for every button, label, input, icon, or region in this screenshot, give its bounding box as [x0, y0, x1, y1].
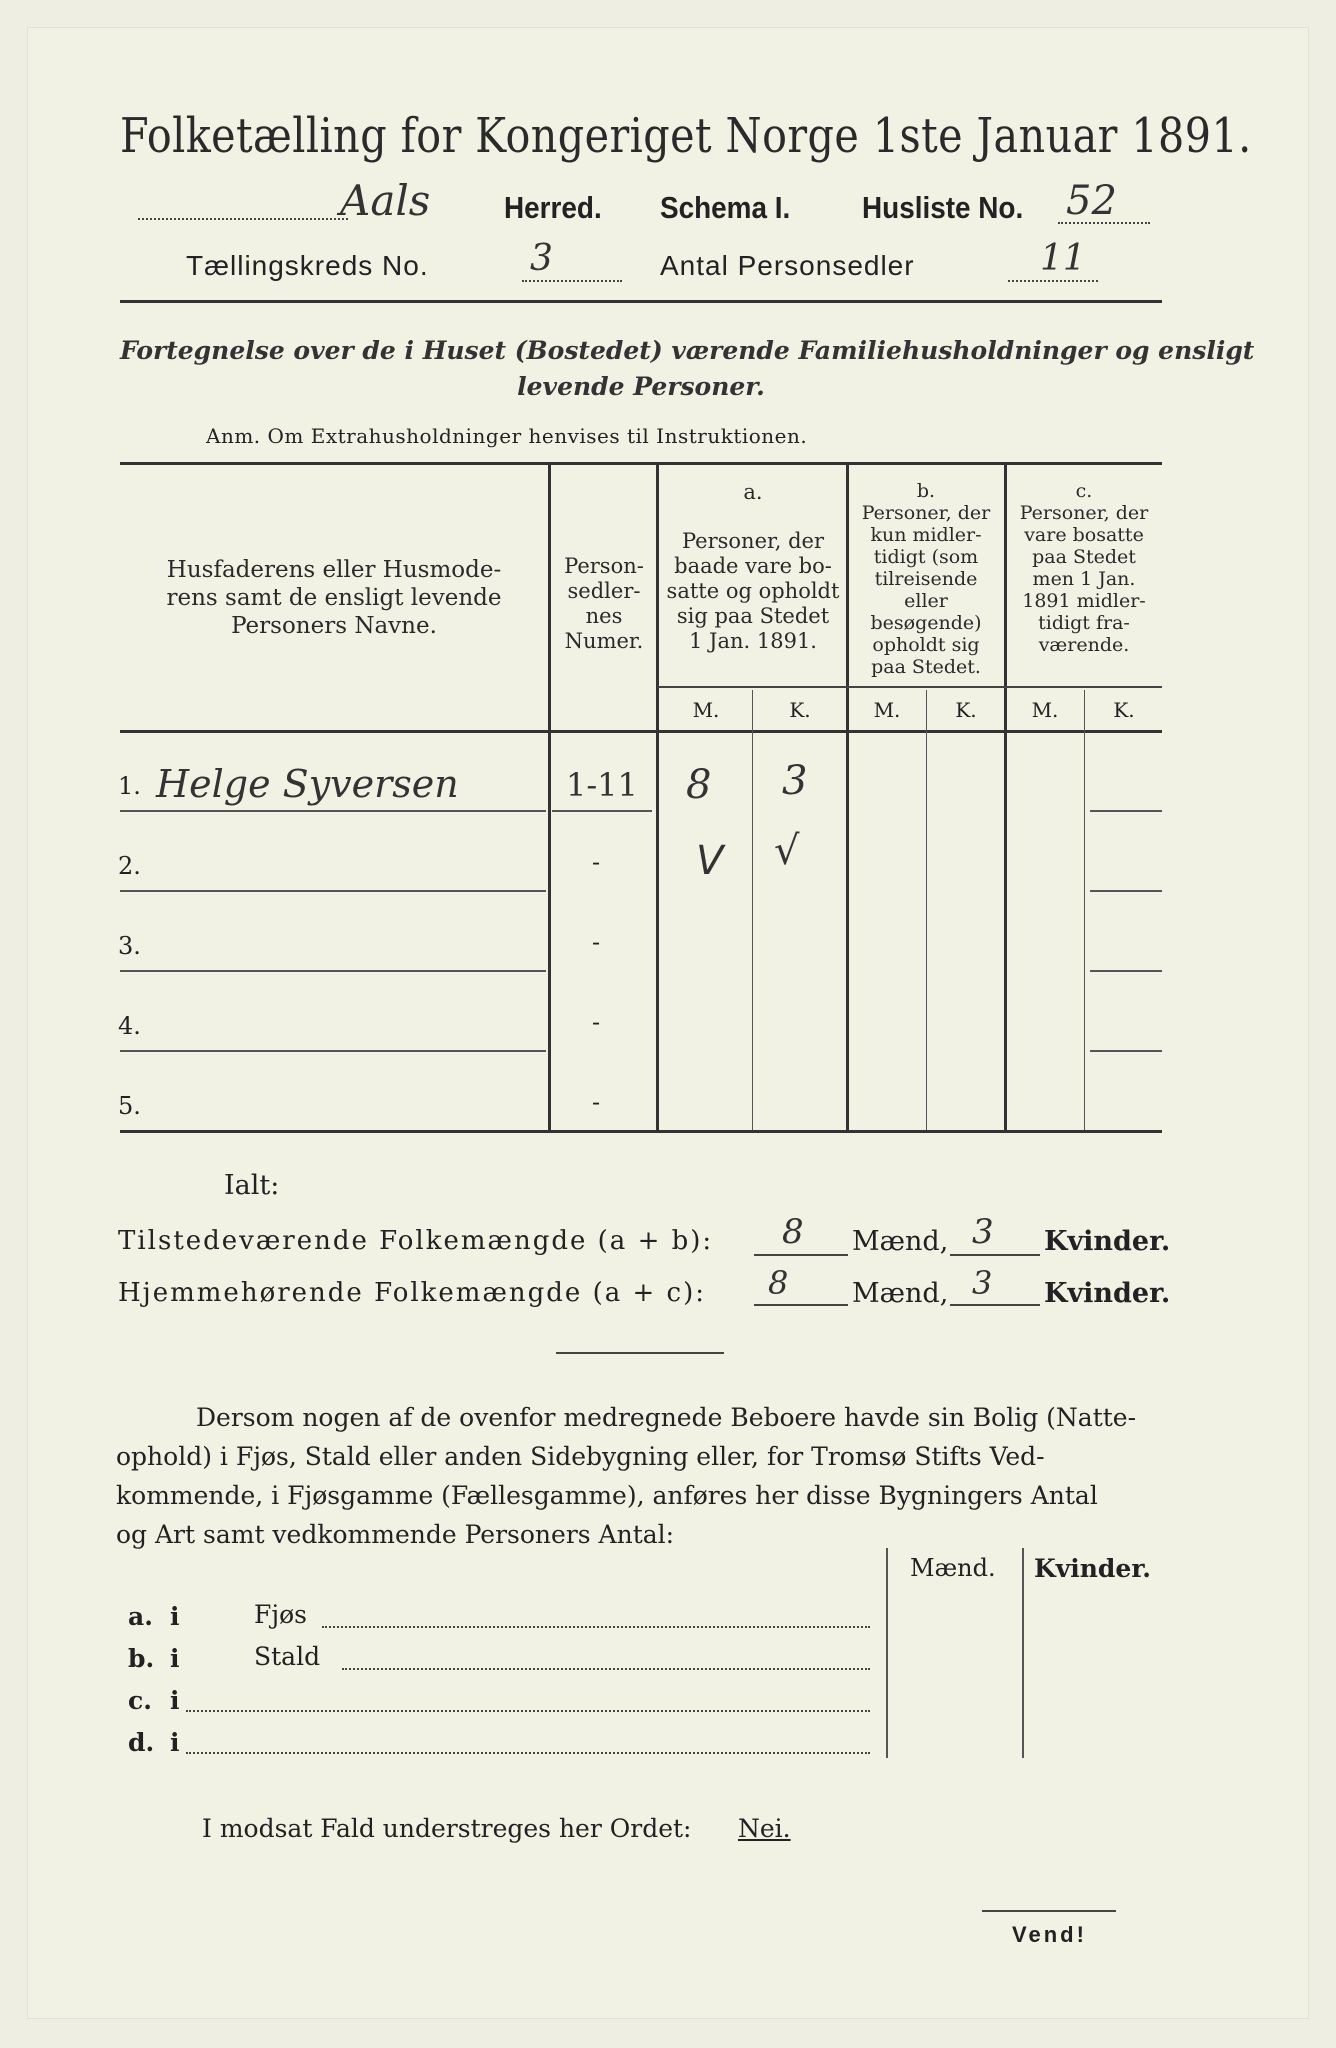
paragraph-line: og Art samt vedkommende Personers Antal: [116, 1520, 675, 1549]
husliste-label: Husliste No. [862, 190, 1024, 225]
personsedler-label: Antal Personsedler [660, 250, 915, 281]
row-number: 2. [118, 852, 141, 880]
hjemme-kvinder-line [950, 1304, 1040, 1306]
col-c-header [1006, 480, 1162, 656]
row-person-numbers: - [592, 928, 601, 956]
building-letter: c. [128, 1686, 152, 1715]
col-a-header [660, 480, 846, 654]
building-dotline [186, 1710, 870, 1712]
tilstede-maend-label: Mænd, [852, 1226, 949, 1257]
paragraph-line: Dersom nogen af de ovenfor medregnede Beboere havde sin Bolig (Natte- [196, 1403, 1137, 1432]
hjemme-kvinder-label: Kvinder. [1044, 1278, 1171, 1309]
col-b-line: opholdt sig [872, 634, 980, 656]
col-a-line: sig paa Stedet [676, 604, 830, 628]
col-num-line: sedler- [567, 579, 641, 603]
row-person-numbers: - [592, 1088, 601, 1116]
row-person-numbers: - [592, 1008, 601, 1036]
buildings-kvinder-header: Kvinder. [1034, 1554, 1151, 1583]
col-b-line: kun midler- [870, 524, 982, 546]
table-vline-c-mk [1084, 690, 1085, 1130]
hjemme-kvinder-value: 3 [972, 1264, 993, 1302]
row-number: 4. [118, 1012, 141, 1040]
building-i: i [170, 1644, 180, 1673]
col-num-line: Numer. [564, 629, 644, 653]
building-name: Fjøs [254, 1600, 307, 1629]
modsat-text: I modsat Fald understreges her Ordet: [202, 1814, 692, 1843]
herred-label: Herred. [504, 190, 602, 225]
a-k-header: K. [789, 698, 811, 722]
col-b-line: paa Stedet. [871, 656, 981, 678]
mk-header-rule [658, 686, 1162, 688]
census-form-page [28, 28, 1308, 2018]
row-a-k-check: √ [774, 828, 800, 874]
col-c-line: Personer, der [1019, 502, 1149, 524]
row-number: 5. [118, 1092, 141, 1120]
building-i: i [170, 1602, 180, 1631]
col-a-line: baade vare bo- [674, 554, 832, 578]
herred-dotline [138, 218, 348, 220]
tilstede-maend-line [754, 1254, 848, 1256]
col-c-line: men 1 Jan. [1032, 568, 1136, 590]
col-c-line: vare bosatte [1024, 524, 1144, 546]
buildings-vline-2 [1022, 1548, 1024, 1758]
vend-label: Vend! [1012, 1922, 1087, 1947]
row-line-1-ck [1090, 810, 1162, 812]
kreds-label: Tællingskreds No. [186, 250, 429, 281]
a-m-header: M. [692, 698, 720, 722]
c-m-header: M. [1031, 698, 1059, 722]
c-k-header: K. [1113, 698, 1135, 722]
building-letter: b. [128, 1644, 155, 1673]
row-line-3-ck [1090, 970, 1162, 972]
row-line-2-name [120, 890, 546, 892]
header-rule [120, 300, 1162, 303]
building-letter: a. [128, 1602, 153, 1631]
nei-word: Nei. [738, 1814, 791, 1843]
kreds-dotline [522, 280, 622, 282]
col-name-line: Personers Navne. [231, 613, 437, 639]
sidebygning-paragraph [116, 1398, 1162, 1554]
row-number: 1. [118, 772, 141, 800]
col-b-line: tilreisende [874, 568, 978, 590]
husliste-value: 52 [1066, 178, 1117, 224]
col-a-line: 1 Jan. 1891. [689, 629, 817, 653]
building-dotline [342, 1668, 870, 1670]
row-line-1-num [552, 810, 652, 812]
section-divider [556, 1352, 724, 1354]
hjemme-label: Hjemmehørende Folkemængde (a + c): [118, 1278, 706, 1308]
row-name: Helge Syversen [156, 762, 459, 806]
building-dotline [186, 1752, 870, 1754]
table-vline-b-mk [926, 690, 927, 1130]
row-a-m-check: V [696, 838, 724, 884]
schema-label: Schema I. [660, 190, 791, 225]
col-b-line: tidigt (som [873, 546, 979, 568]
intro-line1: Fortegnelse over de i Huset (Bostedet) værende Familiehusholdninger og ensligt [120, 336, 1255, 365]
building-name: Stald [254, 1642, 321, 1671]
hjemme-maend-line [754, 1304, 848, 1306]
personsedler-value: 11 [1040, 238, 1086, 279]
table-vline-1 [548, 464, 551, 1130]
col-num-header [552, 554, 656, 654]
row-line-1-name [120, 810, 546, 812]
col-c-line: tidigt fra- [1038, 612, 1130, 634]
col-a-line: satte og opholdt [666, 579, 840, 603]
ialt-label: Ialt: [224, 1170, 280, 1201]
row-line-4-name [120, 1050, 546, 1052]
tilstede-maend-value: 8 [782, 1212, 804, 1252]
tilstede-kvinder-label: Kvinder. [1044, 1226, 1171, 1257]
row-a-k: 3 [782, 758, 808, 804]
tilstede-kvinder-value: 3 [972, 1212, 994, 1252]
intro-line2: levende Personer. [517, 372, 765, 401]
vend-rule [982, 1910, 1116, 1912]
paragraph-line: ophold) i Fjøs, Stald eller anden Sidebygning eller, for Tromsø Stifts Ved- [116, 1442, 1045, 1471]
kreds-value: 3 [530, 238, 553, 279]
row-person-numbers: - [592, 848, 601, 876]
row-line-3-name [120, 970, 546, 972]
personsedler-dotline [1008, 280, 1098, 282]
table-vline-2 [656, 464, 659, 1130]
buildings-maend-header: Mænd. [910, 1554, 996, 1582]
col-c-line: 1891 midler- [1022, 590, 1146, 612]
building-letter: d. [128, 1728, 155, 1757]
row-a-m: 8 [686, 762, 712, 808]
b-k-header: K. [955, 698, 977, 722]
col-num-line: nes [585, 604, 623, 628]
building-dotline [322, 1626, 870, 1628]
col-name-line: rens samt de ensligt levende [166, 585, 502, 611]
col-num-line: Person- [564, 554, 644, 578]
col-b-letter: b. [916, 480, 936, 502]
hjemme-maend-value: 8 [768, 1264, 789, 1302]
row-number: 3. [118, 932, 141, 960]
col-c-letter: c. [1075, 480, 1093, 502]
anm-note: Anm. Om Extrahusholdninger henvises til Instruktionen. [206, 424, 808, 448]
col-c-line: værende. [1038, 634, 1130, 656]
hjemme-maend-label: Mænd, [852, 1278, 949, 1309]
row-line-2-ck [1090, 890, 1162, 892]
paragraph-line: kommende, i Fjøsgamme (Fællesgamme), anføres her disse Bygningers Antal [116, 1481, 1098, 1510]
col-b-line: Personer, der [861, 502, 991, 524]
col-b-line: eller [904, 590, 948, 612]
table-vline-a-mk [752, 690, 753, 1130]
col-c-line: paa Stedet [1032, 546, 1136, 568]
row-line-4-ck [1090, 1050, 1162, 1052]
table-bottom-rule [120, 1130, 1162, 1133]
col-a-line: Personer, der [681, 529, 825, 553]
herred-value: Aals [340, 176, 431, 225]
building-i: i [170, 1728, 180, 1757]
buildings-vline-1 [886, 1548, 888, 1758]
husliste-dotline [1058, 222, 1150, 224]
building-i: i [170, 1686, 180, 1715]
tilstede-label: Tilstedeværende Folkemængde (a + b): [118, 1226, 714, 1256]
col-name-line: Husfaderens eller Husmode- [166, 557, 502, 583]
col-a-letter: a. [743, 480, 763, 504]
form-title: Folketælling for Kongeriget Norge 1ste Januar 1891. [120, 108, 1252, 164]
tilstede-kvinder-line [950, 1254, 1040, 1256]
col-b-header [848, 480, 1004, 678]
row-person-numbers: 1-11 [566, 766, 638, 804]
col-name-header [124, 556, 544, 640]
b-m-header: M. [873, 698, 901, 722]
col-b-line: besøgende) [870, 612, 982, 634]
